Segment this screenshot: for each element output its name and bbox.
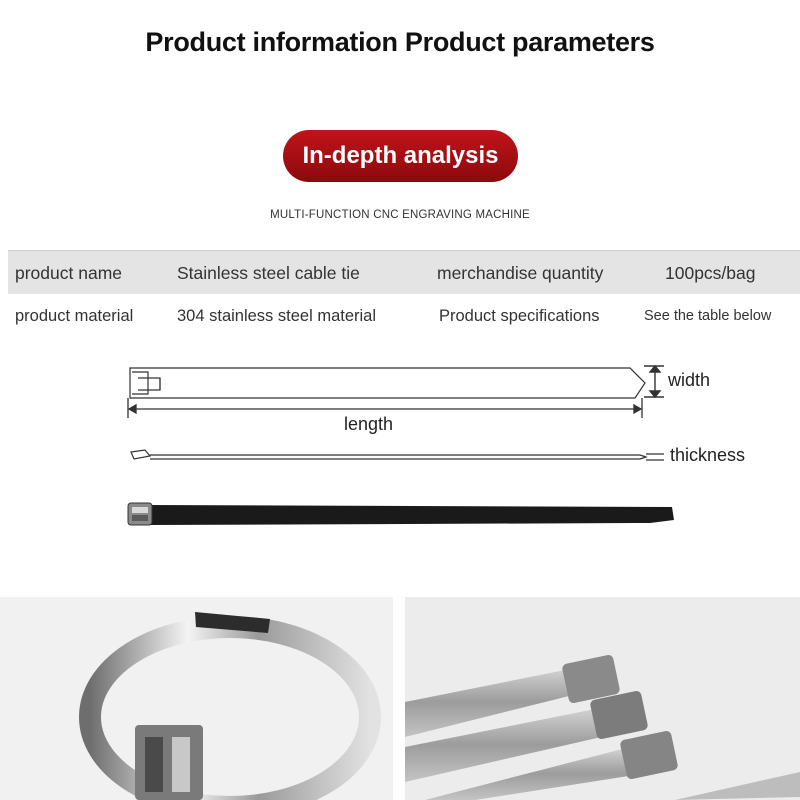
length-label: length [344,414,394,434]
cable-tie-loop-photo [0,597,393,800]
thickness-dimension [646,454,664,460]
cable-tie-outline-top [130,368,645,398]
badge-label: In-depth analysis [302,142,499,169]
subtitle: MULTI-FUNCTION CNC ENGRAVING MACHINE [270,209,530,221]
param-value-specifications: See the table below [644,308,772,324]
width-dimension [644,366,664,397]
cable-tie-heads-photo [405,597,800,800]
param-label-material: product material [15,307,134,325]
param-value-name: Stainless steel cable tie [177,263,360,283]
param-value-quantity: 100pcs/bag [665,263,756,283]
black-cable-tie-render [128,503,674,525]
thickness-label: thickness [670,445,746,465]
param-label-specifications: Product specifications [439,307,600,325]
width-label: width [668,370,711,390]
param-value-material: 304 stainless steel material [177,307,377,325]
page-title: Product information Product parameters [145,27,655,57]
cable-tie-side-view [131,450,646,459]
looped-cable-tie-image [0,597,393,800]
param-label-quantity: merchandise quantity [437,263,604,283]
param-label-name: product name [15,263,123,283]
stacked-cable-ties-image [405,597,800,800]
